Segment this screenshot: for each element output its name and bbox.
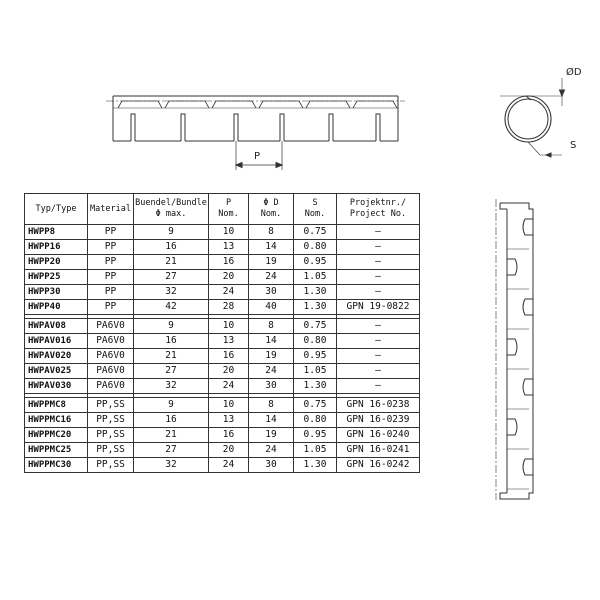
column-header-line: Project No. <box>349 209 407 219</box>
table-cell: GPN 19-0822 <box>337 300 420 315</box>
table-cell: HWPP16 <box>25 240 88 255</box>
table-cell: 16 <box>209 255 249 270</box>
table-header-row <box>25 194 420 225</box>
table-cell: PP,SS <box>88 458 134 473</box>
front-view-notch <box>523 299 533 315</box>
table-cell: 10 <box>209 398 249 413</box>
column-header <box>25 194 88 225</box>
front-view-notch <box>507 259 517 275</box>
table-cell: HWPAV025 <box>25 364 88 379</box>
table-row <box>25 349 420 364</box>
table-row <box>25 379 420 394</box>
front-view-drawing <box>485 195 575 505</box>
table-cell: 32 <box>134 379 209 394</box>
wall-label: S <box>570 140 577 151</box>
column-header-line: S <box>312 198 318 208</box>
table-cell: HWPP20 <box>25 255 88 270</box>
table-cell: PP,SS <box>88 428 134 443</box>
table-cell: PP <box>88 270 134 285</box>
table-cell: PP <box>88 255 134 270</box>
table-cell: PP <box>88 300 134 315</box>
od-arrow <box>560 90 565 96</box>
table-cell: HWPAV030 <box>25 379 88 394</box>
front-view-notch <box>523 379 533 395</box>
table-cell: – <box>337 334 420 349</box>
ring-outer-circle <box>505 96 551 142</box>
table-cell: – <box>337 364 420 379</box>
side-view-bump <box>259 101 303 108</box>
column-header <box>294 194 337 225</box>
wall-arrow <box>546 153 551 157</box>
column-header-line: Nom. <box>218 209 239 219</box>
table-cell: 1.30 <box>294 379 337 394</box>
column-header <box>209 194 249 225</box>
front-view-notch <box>507 339 517 355</box>
table-cell: HWPPMC8 <box>25 398 88 413</box>
table-cell: HWPAV08 <box>25 319 88 334</box>
side-view-slot <box>181 114 185 141</box>
table-cell: HWPP25 <box>25 270 88 285</box>
table-cell: 27 <box>134 364 209 379</box>
table-row <box>25 428 420 443</box>
table-cell: HWPP40 <box>25 300 88 315</box>
table-cell: 1.30 <box>294 300 337 315</box>
table-cell: PA6V0 <box>88 349 134 364</box>
table-cell: GPN 16-0240 <box>337 428 420 443</box>
table-cell: 27 <box>134 270 209 285</box>
column-header-line: Nom. <box>304 209 326 219</box>
table-cell: 21 <box>134 428 209 443</box>
table-cell: 28 <box>209 300 249 315</box>
table-row <box>25 225 420 240</box>
column-header-line: Buendel/Bundle <box>135 198 207 208</box>
table-cell: 16 <box>134 413 209 428</box>
table-cell: 8 <box>249 398 294 413</box>
table-cell: PP <box>88 285 134 300</box>
pitch-arrow-left <box>236 163 242 168</box>
table-row <box>25 364 420 379</box>
table-cell: 19 <box>249 349 294 364</box>
table-row <box>25 413 420 428</box>
table-cell: 0.95 <box>294 428 337 443</box>
table-cell: – <box>337 349 420 364</box>
table-cell: – <box>337 270 420 285</box>
table-row <box>25 443 420 458</box>
column-header <box>88 194 134 225</box>
table-cell: – <box>337 240 420 255</box>
table-cell: 16 <box>209 428 249 443</box>
column-header-line: P <box>225 198 232 208</box>
table-row <box>25 255 420 270</box>
table-cell: GPN 16-0239 <box>337 413 420 428</box>
side-view-slot <box>376 114 380 141</box>
table-cell: 14 <box>249 240 294 255</box>
column-header <box>134 194 209 225</box>
table-cell: PA6V0 <box>88 379 134 394</box>
table-cell: 14 <box>249 413 294 428</box>
table-cell: 24 <box>249 270 294 285</box>
table-cell: 0.95 <box>294 349 337 364</box>
front-view-notch <box>523 459 533 475</box>
od-label: ØD <box>566 67 582 78</box>
table-cell: 24 <box>249 364 294 379</box>
table-row <box>25 285 420 300</box>
table-cell: HWPP30 <box>25 285 88 300</box>
table-cell: HWPAV020 <box>25 349 88 364</box>
table-cell: 30 <box>249 285 294 300</box>
table-cell: 0.75 <box>294 225 337 240</box>
table-cell: 24 <box>209 458 249 473</box>
table-cell: 0.80 <box>294 240 337 255</box>
table-cell: 24 <box>249 443 294 458</box>
table-row <box>25 398 420 413</box>
side-view-slot <box>280 114 284 141</box>
table-cell: 10 <box>209 319 249 334</box>
table-cell: 9 <box>134 398 209 413</box>
pitch-label: P <box>254 151 261 162</box>
table-row <box>25 240 420 255</box>
table-cell: – <box>337 285 420 300</box>
table-cell: 14 <box>249 334 294 349</box>
table-row <box>25 458 420 473</box>
side-view-bump <box>118 101 162 108</box>
table-cell: 8 <box>249 225 294 240</box>
table-cell: 20 <box>209 364 249 379</box>
table-cell: 20 <box>209 443 249 458</box>
side-view-slot <box>131 114 135 141</box>
column-header-line: Material <box>90 203 131 214</box>
table-cell: GPN 16-0241 <box>337 443 420 458</box>
table-cell: HWPP8 <box>25 225 88 240</box>
column-header <box>249 194 294 225</box>
table-cell: 9 <box>134 225 209 240</box>
table-cell: 21 <box>134 349 209 364</box>
table-cell: 9 <box>134 319 209 334</box>
table-cell: 42 <box>134 300 209 315</box>
section-view-drawing <box>480 60 600 170</box>
table-cell: 0.80 <box>294 413 337 428</box>
table-cell: – <box>337 225 420 240</box>
column-header <box>337 194 420 225</box>
column-header-line: Φ D <box>263 198 279 208</box>
ring-inner-circle <box>508 99 548 139</box>
table-cell: HWPPMC25 <box>25 443 88 458</box>
table-cell: 0.80 <box>294 334 337 349</box>
pitch-arrow-right <box>276 163 282 168</box>
table-cell: 40 <box>249 300 294 315</box>
table-cell: PP,SS <box>88 413 134 428</box>
table-cell: 32 <box>134 285 209 300</box>
front-view-notch <box>523 219 533 235</box>
table-cell: 0.95 <box>294 255 337 270</box>
table-row <box>25 270 420 285</box>
column-header-line: Projektnr./ <box>349 198 407 208</box>
table-cell: 24 <box>209 379 249 394</box>
specification-table <box>24 193 420 473</box>
table-cell: 1.05 <box>294 364 337 379</box>
front-view-notches <box>507 209 533 493</box>
table-cell: PP,SS <box>88 443 134 458</box>
table-cell: 24 <box>209 285 249 300</box>
table-cell: 16 <box>134 334 209 349</box>
table-cell: HWPPMC16 <box>25 413 88 428</box>
table-cell: – <box>337 379 420 394</box>
table-cell: 0.75 <box>294 319 337 334</box>
table-cell: 21 <box>134 255 209 270</box>
table-cell: 19 <box>249 255 294 270</box>
table-cell: PP <box>88 225 134 240</box>
table-cell: 1.30 <box>294 458 337 473</box>
side-view-slot <box>329 114 333 141</box>
table-cell: 32 <box>134 458 209 473</box>
table-cell: 30 <box>249 458 294 473</box>
table-cell: 0.75 <box>294 398 337 413</box>
table-cell: 13 <box>209 334 249 349</box>
table-cell: GPN 16-0238 <box>337 398 420 413</box>
table-cell: PA6V0 <box>88 364 134 379</box>
table-cell: 8 <box>249 319 294 334</box>
side-view-bump <box>165 101 209 108</box>
table-cell: 27 <box>134 443 209 458</box>
table-cell: 1.05 <box>294 270 337 285</box>
table-cell: 20 <box>209 270 249 285</box>
table-cell: PA6V0 <box>88 319 134 334</box>
side-view-bump <box>306 101 350 108</box>
side-view-bump <box>212 101 256 108</box>
table-row <box>25 319 420 334</box>
table-cell: – <box>337 255 420 270</box>
table-cell: 30 <box>249 379 294 394</box>
table-cell: HWPAV016 <box>25 334 88 349</box>
table-cell: 19 <box>249 428 294 443</box>
table-cell: 16 <box>134 240 209 255</box>
table-cell: PP <box>88 240 134 255</box>
wall-extension-outer <box>528 142 540 155</box>
side-view-bump <box>353 101 397 108</box>
table-cell: 10 <box>209 225 249 240</box>
table-cell: 13 <box>209 240 249 255</box>
table-row <box>25 334 420 349</box>
table-cell: 1.30 <box>294 285 337 300</box>
side-view-teeth <box>113 114 398 141</box>
side-view-slot <box>234 114 238 141</box>
side-view-bumps <box>118 101 397 108</box>
table-cell: 1.05 <box>294 443 337 458</box>
table-cell: GPN 16-0242 <box>337 458 420 473</box>
column-header-line: Nom. <box>260 209 282 219</box>
table-cell: PA6V0 <box>88 334 134 349</box>
table-cell: – <box>337 319 420 334</box>
table-row <box>25 300 420 315</box>
table-cell: HWPPMC30 <box>25 458 88 473</box>
table-cell: 13 <box>209 413 249 428</box>
table-cell: 16 <box>209 349 249 364</box>
column-header-line: Φ max. <box>155 209 187 219</box>
table-cell: PP,SS <box>88 398 134 413</box>
table-cell: HWPPMC20 <box>25 428 88 443</box>
front-view-notch <box>507 419 517 435</box>
column-header-line: Typ/Type <box>35 203 77 214</box>
